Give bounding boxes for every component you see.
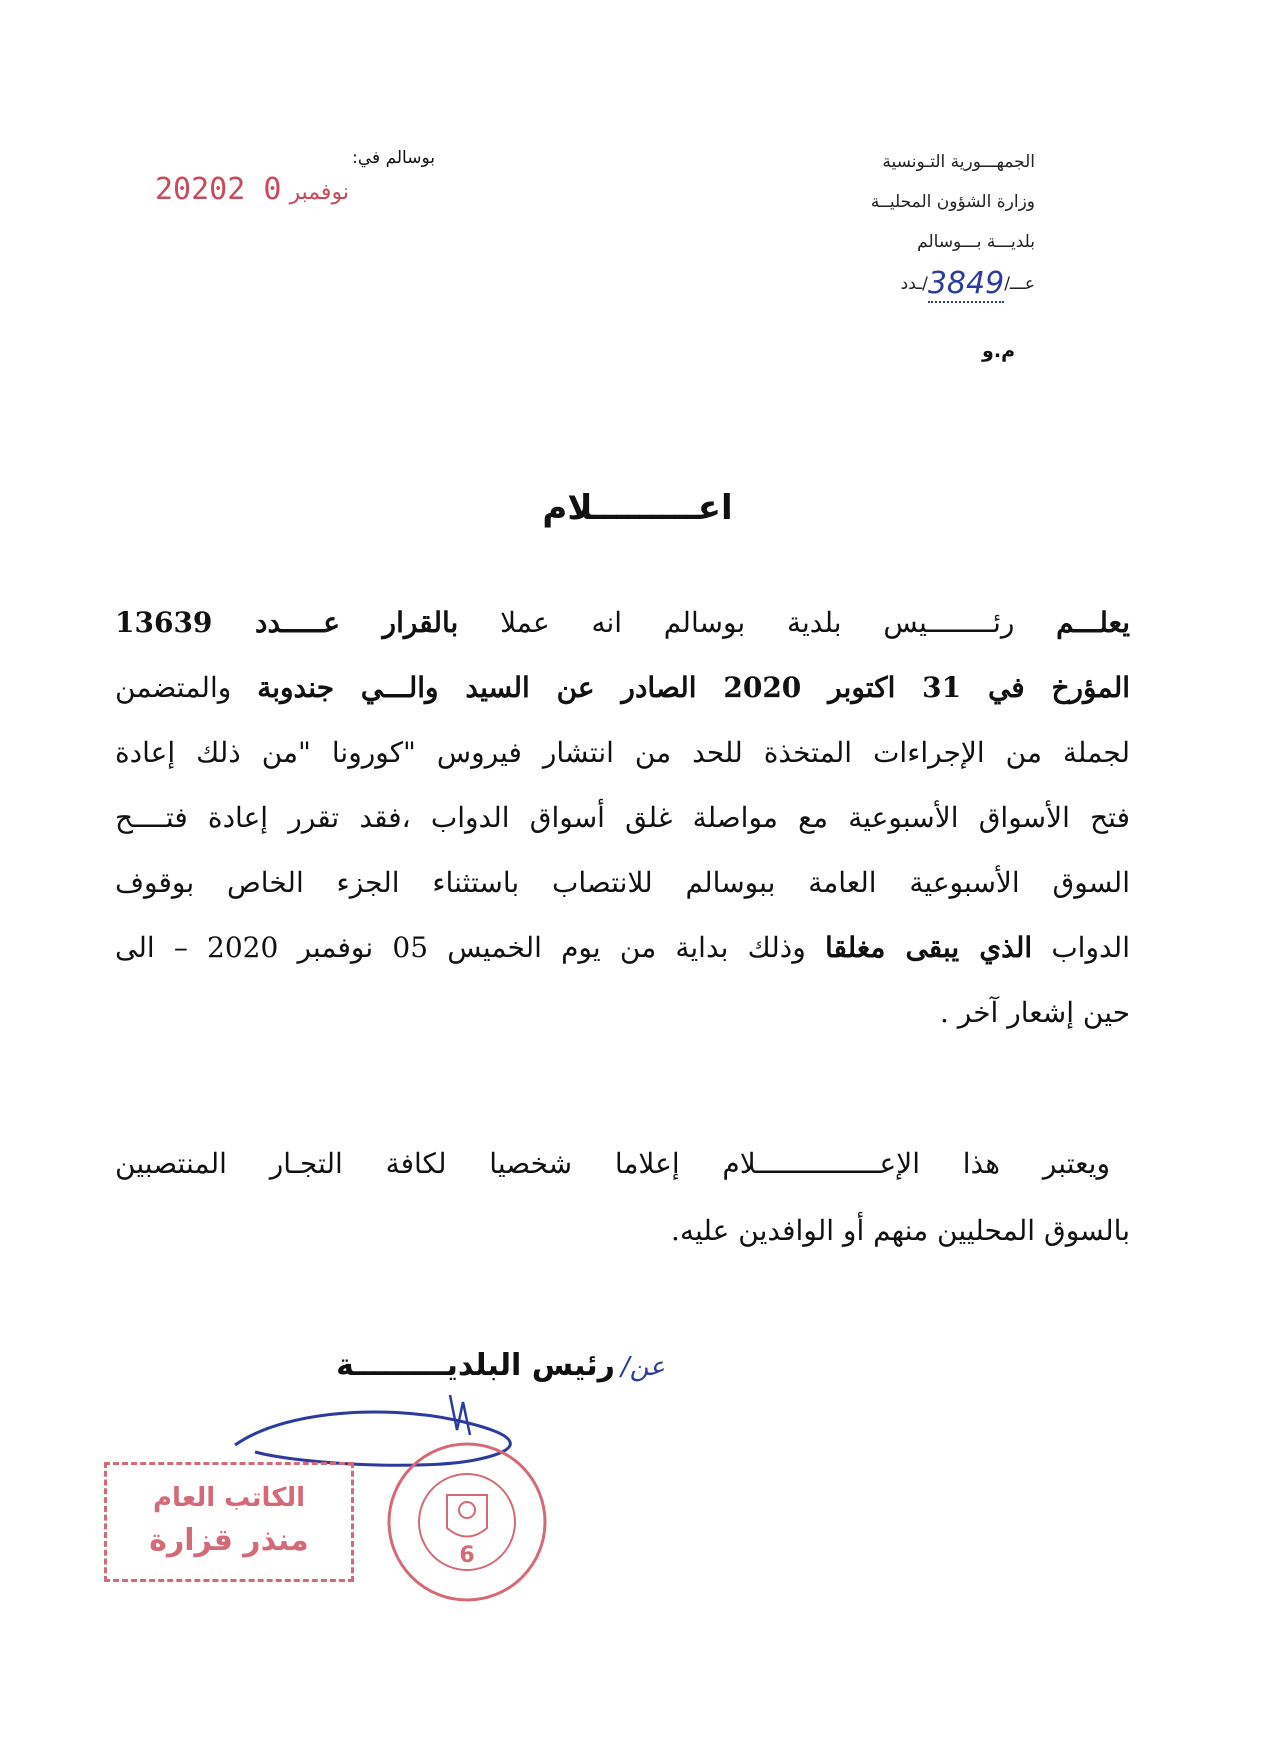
body-text: الدواب	[1032, 931, 1130, 964]
closing-line: بالسوق المحليين منهم أو الوافدين عليه.	[671, 1214, 1130, 1247]
body-line: السوق الأسبوعية العامة ببوسالم للانتصاب باستثناء الجزء الخاص بوقوف	[115, 866, 1130, 899]
body-line: لجملة من الإجراءات المتخذة للحد من انتشار فيروس "كورونا "من ذلك إعادة	[115, 736, 1130, 769]
notice-closing	[115, 1130, 1130, 1264]
body-line	[115, 590, 1130, 655]
ref-prefix: عـــ/	[1004, 274, 1035, 294]
stamp-role: الكاتب العام	[152, 1483, 306, 1513]
body-line: حين إشعار آخر .	[939, 996, 1130, 1029]
municipality-name: بلديـــة بـــوسالم	[917, 232, 1035, 252]
municipality-seal	[385, 1440, 550, 1605]
body-text-bold: يعلـــم	[1056, 606, 1130, 639]
office-code: م.و	[982, 340, 1015, 362]
closing-line: ويعتبر هذا الإعـــــــــــــــلام إعلاما شخصيا لكافة التجـار المنتصبين	[115, 1147, 1110, 1180]
mayor-title: رئيس البلديـــــــــة	[336, 1348, 615, 1383]
notice-body	[115, 590, 1130, 1045]
body-text: رئــــــــيس بلدية بوسالم انه عملا	[458, 606, 1057, 639]
letterhead	[871, 142, 1035, 304]
country-name: الجمهـــورية التـونسية	[882, 152, 1035, 172]
body-text-bold: المؤرخ في 31 اكتوبر 2020 الصادر عن السيد والـــي جندوبة	[257, 671, 1131, 704]
ministry-name: وزارة الشؤون المحليــة	[870, 192, 1035, 212]
date-stamp-year: 2020	[155, 172, 228, 207]
date-stamp	[155, 172, 357, 207]
notice-title: اعـــــــــلام	[542, 488, 733, 528]
body-line: فتح الأسواق الأسبوعية مع مواصلة غلق أسواق الدواب ،فقد تقرر إعادة فتــــح	[115, 801, 1130, 834]
body-text-bold: الذي يبقى مغلقا	[824, 931, 1033, 964]
body-text: والمتضمن	[115, 671, 258, 704]
body-text-bold: بالقرار عـــــدد 13639	[115, 606, 459, 639]
body-line	[115, 915, 1130, 980]
place-label: بوسالم في:	[352, 148, 435, 168]
ref-number-handwritten: 3849	[927, 266, 1005, 301]
ref-suffix: /ـدد	[900, 274, 928, 294]
stamp-name: منذر قزارة	[149, 1523, 309, 1558]
secretary-stamp	[104, 1462, 354, 1582]
on-behalf-mark: عن/	[620, 1352, 665, 1382]
reference-number	[871, 264, 1035, 304]
signatory-title	[336, 1348, 665, 1383]
date-stamp-month: نوفمبر	[289, 180, 349, 205]
date-stamp-day: 0 2	[227, 172, 282, 207]
seal-number: 6	[459, 1543, 475, 1568]
body-text: وذلك بداية من يوم الخميس 05 نوفمبر 2020 – الى	[115, 931, 825, 964]
body-line	[115, 655, 1130, 720]
